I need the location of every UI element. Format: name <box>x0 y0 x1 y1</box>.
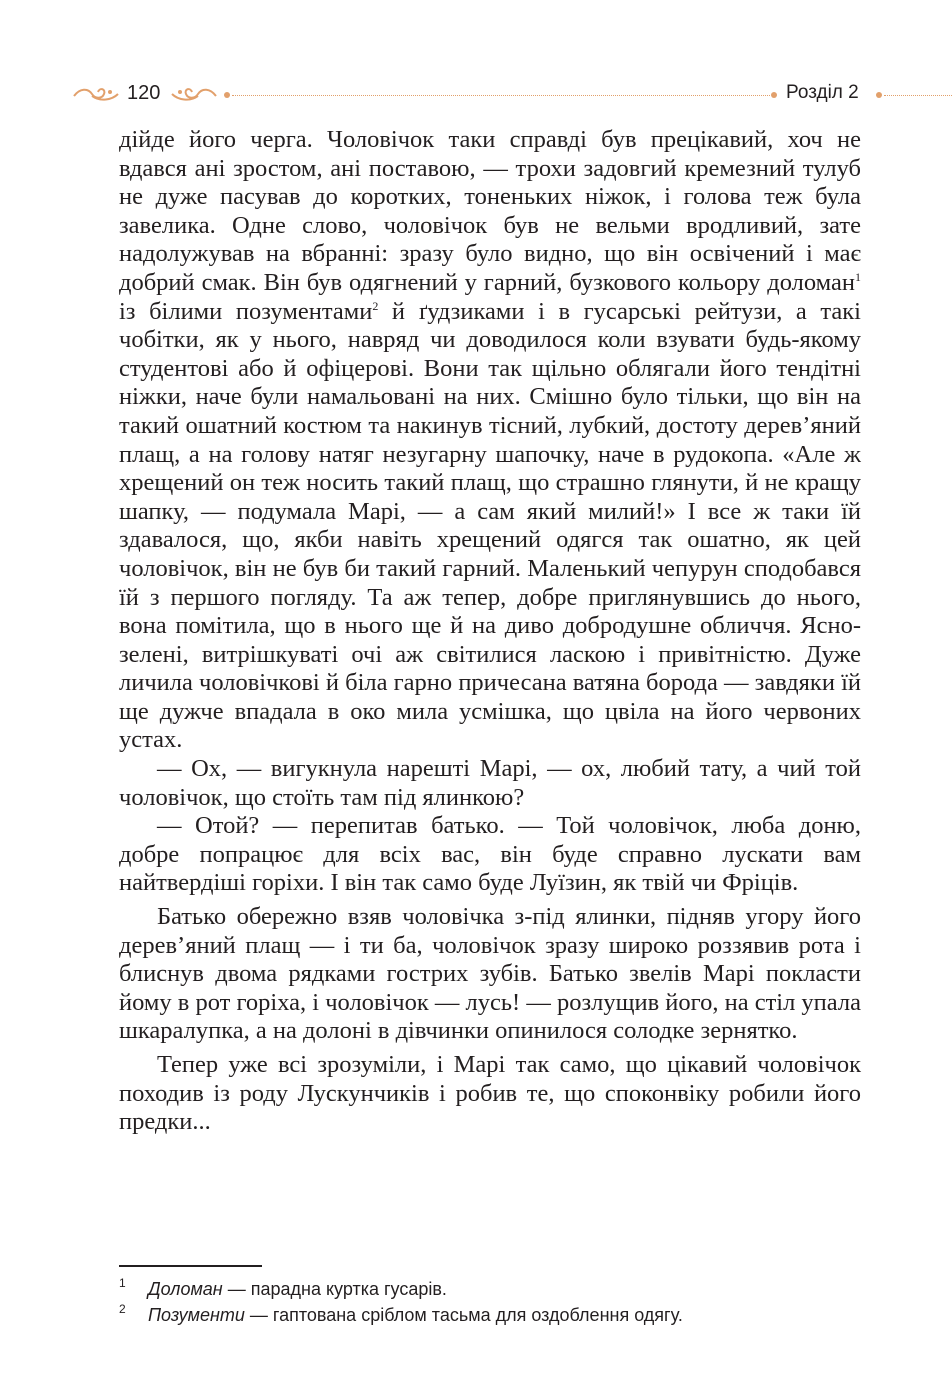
header-rule-right <box>884 95 952 96</box>
rule-dot <box>224 92 230 98</box>
header-rule <box>232 95 770 96</box>
dialogue-paragraph: — Отой? — перепитав батько. — Той чоловічок, люба доню, добре попрацює для всіх вас, він буде справно лускати вам найтвердіші горіхи. І він так само буде Луїзин, як твій чи Фріців. <box>119 812 861 897</box>
footnote-text: — парадна куртка гусарів. <box>222 1279 447 1299</box>
section-title: Розділ 2 <box>786 82 859 103</box>
right-ornament-icon <box>170 84 218 104</box>
page-number: 120 <box>127 82 161 104</box>
footnote-divider <box>119 1265 262 1267</box>
paragraph: Батько обережно взяв чоловічка з-під ялинки, підняв угору його дерев’яний плащ — і ти ба, чоловічок зразу широко роззявив рота і блиснув двома рядками гострих зубів. Батько звелів Марі покласти йому в рот горіха, і чоловічок — лусь! — розлущив його, на стіл упала шкаралупка, а на долоні в дівчинки опинилося солодке зернятко. <box>119 903 861 1045</box>
footnote-body <box>148 1305 683 1326</box>
paragraph <box>119 126 861 755</box>
left-ornament-icon <box>72 84 120 104</box>
footnote-ref: 1 <box>855 269 861 284</box>
page-header <box>0 78 952 114</box>
footnote-text: — гаптована сріблом тасьма для оздоблення одягу. <box>244 1305 683 1325</box>
footnote-term: Позументи <box>148 1305 245 1325</box>
paragraph-text: із білими позументами <box>119 297 373 325</box>
footnote-term: Доломан <box>148 1279 223 1299</box>
rule-dot <box>771 92 777 98</box>
dialogue-paragraph: — Ох, — вигукнула нарешті Марі, — ох, любий тату, а чий той чоловічок, що стоїть там під ялинкою? <box>119 755 861 811</box>
main-text <box>119 126 861 1137</box>
paragraph-text: й ґудзиками і в гусарські рейтузи, а такі чобітки, як у нього, навряд чи доводилося коли взувати будь-якому студентові або й офіцерові. Вони так щільно облягали його тендітні ніжки, наче були намальовані на них. Смішно було тільки, що він на такий ошатний костюм та накинув тісний, лубкий, достоту дерев’яний плащ, а на голову натяг незугарну шапочку, наче в рудокопа. «Але ж хрещений он теж носить такий плащ, що страшно глянути, й не кращу шапку, — подумала Марі, — а сам який милий!» І все ж таки їй здавалося, що, якби навіть хрещений одягся так ошатно, як цей чоловічок, він не був би такий гарний. Маленький чепурун сподобався їй з першого погляду. Та аж тепер, добре приглянувшись до нього, вона помітила, що в нього ще й на диво добродушне обличчя. Ясно-зелені, витрішкуваті очі аж світилися ласкою і привітністю. Дуже личила чоловічкові й біла гарно причесана ватяна борода — завдяки їй ще дужче впадала в око мила усмішка, що цвіла на його червоних устах. <box>119 297 861 754</box>
paragraph: Тепер уже всі зрозуміли, і Марі так само, що цікавий чоловічок походив із роду Лускунчиків і робив те, що споконвіку робили його предки... <box>119 1051 861 1136</box>
rule-dot <box>876 92 882 98</box>
footnote-body <box>148 1279 447 1300</box>
paragraph-text: дійде його черга. Чоловічок таки справді був прецікавий, хоч не вдався ані зростом, ані поставою, — трохи задовгий кремезний тулуб не дуже пасував до коротких, тоненьких ніжок, і голова теж була завелика. Одне слово, чоловічок був не вельми вродливий, зате надолужував на вбранні: зразу було видно, що він освічений і має добрий смак. Він був одягнений у гарний, бузкового кольору доломан <box>119 126 861 296</box>
footnote-ref: 2 <box>372 298 379 313</box>
footnote-number: 2 <box>119 1302 126 1316</box>
footnote-number: 1 <box>119 1276 126 1290</box>
